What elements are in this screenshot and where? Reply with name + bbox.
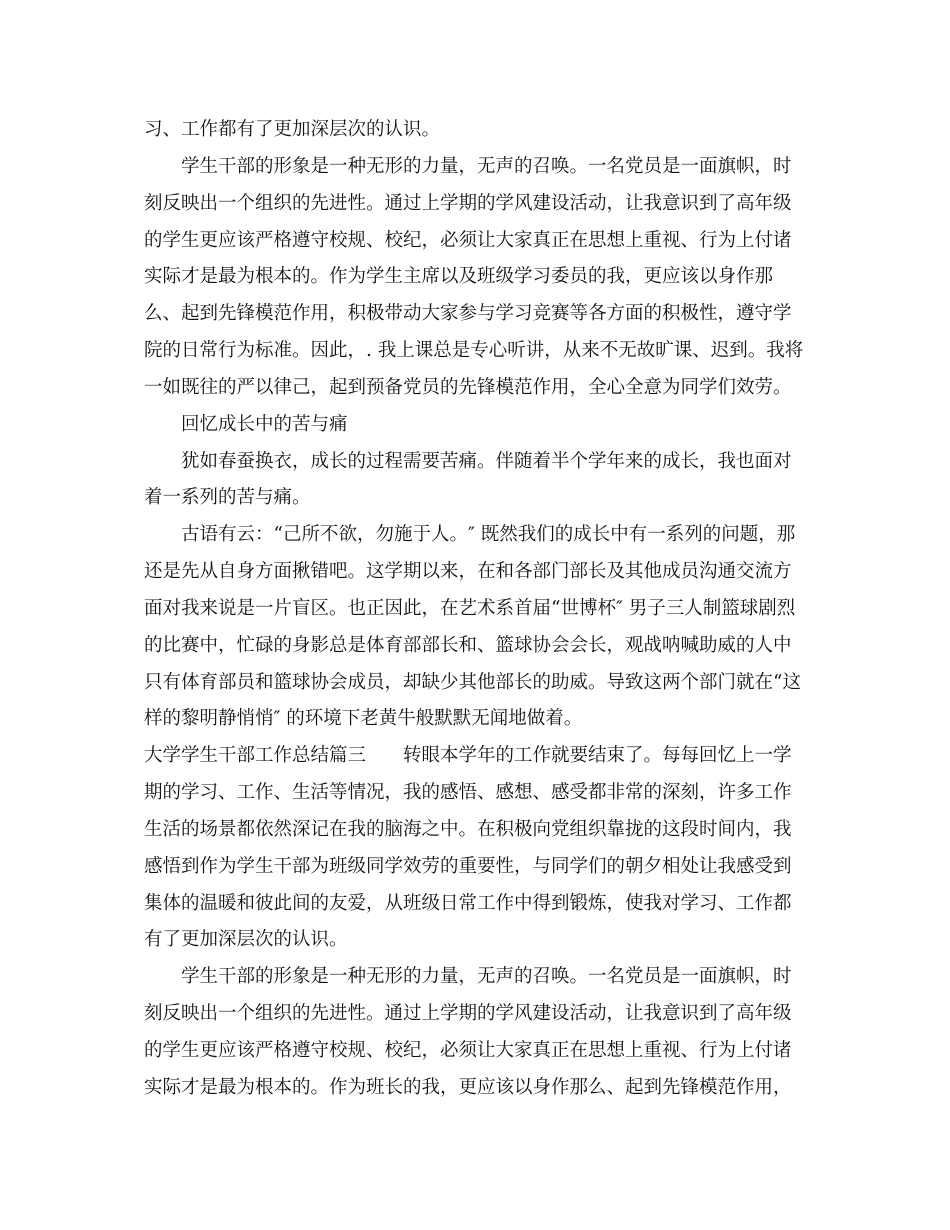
text-line: 还是先从自身方面揪错吧。这学期以来，在和各部门部长及其他成员沟通交流方	[144, 561, 792, 582]
text-line: 生活的场景都依然深记在我的脑海之中。在积极向党组织靠拢的这段时间内，我	[144, 819, 792, 840]
text-line: 犹如春蚕换衣，成长的过程需要苦痛。伴随着半个学年来的成长，我也面对	[144, 451, 792, 472]
text-line: 的学生更应该严格遵守校规、校纪，必须让大家真正在思想上重视、行为上付诸	[144, 230, 792, 251]
text-line: 着一系列的苦与痛。	[144, 487, 311, 508]
text-line: 院的日常行为标准。因此，. 我上课总是专心听讲，从来不无故旷课、迟到。我将	[144, 340, 804, 361]
text-line: 学生干部的形象是一种无形的力量，无声的召唤。一名党员是一面旗帜，时	[144, 156, 792, 177]
text-line: 的学生更应该严格遵守校规、校纪，必须让大家真正在思想上重视、行为上付诸	[144, 1040, 792, 1061]
text-line: 感悟到作为学生干部为班级同学效劳的重要性，与同学们的朝夕相处让我感受到	[144, 856, 792, 877]
text-line: 只有体育部员和篮球协会成员，却缺少其他部长的助威。导致这两个部门就在“这	[144, 672, 801, 693]
text-line: 学生干部的形象是一种无形的力量，无声的召唤。一名党员是一面旗帜，时	[144, 966, 792, 987]
text-line: 刻反映出一个组织的先进性。通过上学期的学风建设活动，让我意识到了高年级	[144, 1003, 792, 1024]
text-line: 的比赛中，忙碌的身影总是体育部部长和、篮球协会会长，观战呐喊助威的人中	[144, 635, 792, 656]
text-line: 集体的温暖和彼此间的友爱，从班级日常工作中得到锻炼，使我对学习、工作都	[144, 893, 792, 914]
text-line: 实际才是最为根本的。作为学生主席以及班级学习委员的我，更应该以身作那	[144, 266, 774, 287]
text-line: 古语有云：“己所不欲，勿施于人。″ 既然我们的成长中有一系列的问题，那	[144, 524, 796, 545]
text-line: 大学学生干部工作总结篇三 转眼本学年的工作就要结束了。每每回忆上一学	[144, 745, 792, 766]
text-line: 实际才是最为根本的。作为班长的我，更应该以身作那么、起到先锋模范作用，	[144, 1077, 792, 1098]
section-heading: 回忆成长中的苦与痛	[144, 414, 348, 435]
text-line: 么、起到先锋模范作用，积极带动大家参与学习竞赛等各方面的积极性，遵守学	[144, 303, 792, 324]
text-line: 样的黎明静悄悄″ 的环境下老黄牛般默默无闻地做着。	[144, 708, 583, 729]
text-line: 一如既往的严以律己，起到预备党员的先锋模范作用，全心全意为同学们效劳。	[144, 377, 792, 398]
text-line: 刻反映出一个组织的先进性。通过上学期的学风建设活动，让我意识到了高年级	[144, 193, 792, 214]
text-line: 面对我来说是一片盲区。也正因此，在艺术系首届“世博杯″ 男子三人制篮球剧烈	[144, 598, 796, 619]
text-line: 习、工作都有了更加深层次的认识。	[144, 119, 441, 140]
text-line: 期的学习、工作、生活等情况，我的感悟、感想、感受都非常的深刻，许多工作	[144, 782, 792, 803]
text-line: 有了更加深层次的认识。	[144, 929, 348, 950]
